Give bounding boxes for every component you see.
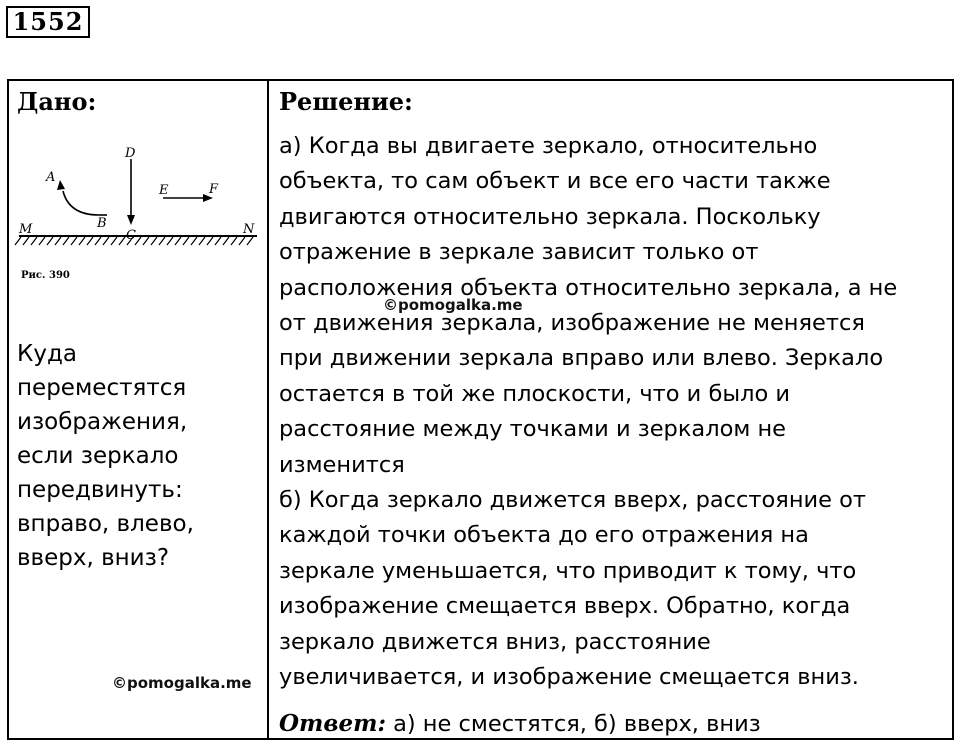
hatch-mark	[199, 237, 205, 245]
solution-line: зеркале уменьшается, что приводит к тому, что	[279, 557, 857, 584]
answer-line	[279, 708, 761, 740]
question-line: Куда	[17, 341, 77, 367]
hatch-mark	[111, 237, 117, 245]
point-m-label: M	[19, 222, 33, 237]
hatch-mark	[175, 237, 181, 245]
hatch-mark	[103, 237, 109, 245]
given-heading: Дано:	[17, 87, 97, 116]
solution-line: двигаются относительно зеркала. Поскольку	[279, 203, 821, 230]
solution-line: остается в той же плоскости, что и было и	[279, 380, 791, 407]
question-line: переместятся	[17, 375, 187, 401]
answer-text: а) не сместятся, б) вверх, вниз	[385, 711, 761, 737]
solution-line: при движении зеркала вправо или влево. Зеркало	[279, 345, 884, 372]
solution-line: объекта, то сам объект и все его части также	[279, 168, 831, 195]
hatch-mark	[231, 237, 237, 245]
solution-line: изменится	[279, 451, 405, 478]
point-d-label: D	[125, 146, 136, 161]
column-divider	[267, 81, 269, 738]
question-text	[17, 337, 262, 575]
point-f-label: F	[209, 182, 219, 197]
watermark: ©pomogalka.me	[112, 674, 252, 692]
hatch-mark	[95, 237, 101, 245]
watermark: ©pomogalka.me	[383, 296, 523, 314]
hatch-mark	[183, 237, 189, 245]
hatch-mark	[15, 237, 21, 245]
hatch-mark	[151, 237, 157, 245]
hatch-mark	[71, 237, 77, 245]
question-line: вправо, влево,	[17, 511, 194, 537]
solution-line: каждой точки объекта до его отражения на	[279, 522, 809, 549]
hatch-mark	[63, 237, 69, 245]
solution-line: отражение в зеркале зависит только от	[279, 239, 759, 266]
hatch-mark	[207, 237, 213, 245]
solution-text	[279, 129, 954, 696]
curve-ab	[63, 191, 99, 215]
hatch-mark	[223, 237, 229, 245]
hatch-mark	[79, 237, 85, 245]
solution-line: изображение смещается вверх. Обратно, когда	[279, 593, 851, 620]
hatch-mark	[247, 237, 253, 245]
hatch-mark	[159, 237, 165, 245]
hatch-mark	[143, 237, 149, 245]
answer-label: Ответ:	[279, 710, 386, 737]
hatch-mark	[23, 237, 29, 245]
arrow-head-a	[57, 180, 65, 190]
hatch-mark	[31, 237, 37, 245]
solution-line: расположения объекта относительно зеркала, а не	[279, 274, 898, 301]
problem-number: 1552	[6, 6, 90, 38]
hatch-mark	[55, 237, 61, 245]
hatch-mark	[119, 237, 125, 245]
solution-line: от движения зеркала, изображение не меняется	[279, 310, 865, 337]
hatch-mark	[167, 237, 173, 245]
point-b-label: B	[97, 216, 107, 231]
solution-table	[7, 79, 954, 740]
question-line: изображения,	[17, 409, 188, 435]
point-c-label: C	[126, 228, 136, 243]
solution-heading: Решение:	[279, 87, 413, 116]
hatch-mark	[47, 237, 53, 245]
question-line: если зеркало	[17, 443, 179, 469]
solution-line: а) Когда вы двигаете зеркало, относительно	[279, 133, 818, 159]
hatch-mark	[87, 237, 93, 245]
solution-line: б) Когда зеркало движется вверх, расстояние от	[279, 487, 867, 514]
arrow-head-c	[127, 215, 135, 225]
figure-caption: Рис. 390	[21, 270, 70, 281]
solution-line: расстояние между точками и зеркалом не	[279, 416, 787, 443]
solution-line: зеркало движется вниз, расстояние	[279, 628, 711, 655]
mirror-figure	[13, 135, 261, 285]
point-n-label: N	[243, 222, 255, 237]
question-line: передвинуть:	[17, 477, 183, 503]
solution-line: увеличивается, и изображение смещается вниз.	[279, 664, 859, 691]
hatch-mark	[215, 237, 221, 245]
hatch-mark	[39, 237, 45, 245]
question-line: вверх, вниз?	[17, 545, 170, 571]
point-e-label: E	[159, 183, 169, 198]
hatch-mark	[191, 237, 197, 245]
hatch-mark	[239, 237, 245, 245]
point-a-label: A	[46, 170, 56, 185]
